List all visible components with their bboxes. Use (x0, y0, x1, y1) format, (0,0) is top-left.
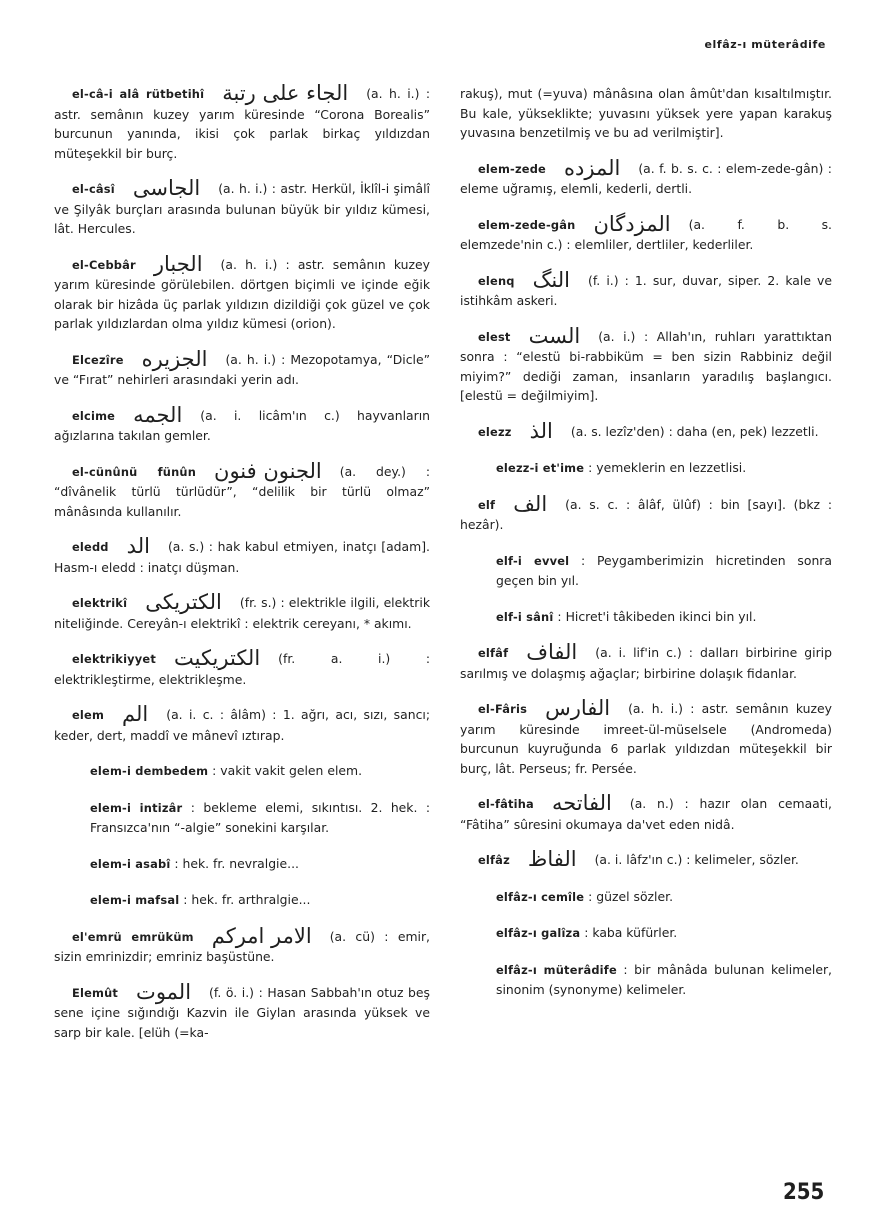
definition-text: (a. i. licâm'ın c.) hayvanların ağızlarına takılan gemler. (54, 407, 430, 443)
dictionary-entry (460, 155, 832, 199)
separator: : (581, 552, 586, 568)
definition-text: (a. h. i.) : astr. semânın kuzey yarım küresinde görülebilen. dörtgen biçimli ve içinde eğik olarak bir hizâda üç parlak yıldızın dizildiği çok güzel ve çok parlak yıldızlardan olma yıldız kümesi (orion). (54, 256, 430, 331)
definition-text: (f. ö. i.) : Hasan Sabbah'ın otuz beş sene içine sığındığı Kazvin ile Giylan arasında yüksek ve sarp bir kale. [elüh (=ka- (54, 984, 430, 1040)
arabic-script: الكتريكيت (174, 646, 261, 670)
arabic-script: الذ (529, 418, 553, 443)
dictionary-entry (54, 346, 430, 390)
definition-text: Hicret'i tâkibeden ikinci bin yıl. (565, 608, 757, 624)
dictionary-entry (54, 458, 431, 522)
definition-text: (a. i. lif'in c.) : dalları birbirine girip sarılmış ve dolaşmış ağaçlar; birbirine dolaşık fidanlar. (460, 645, 832, 681)
arabic-script: الم (122, 702, 149, 726)
headword: elf (478, 497, 496, 512)
dictionary-entry (54, 81, 431, 163)
arabic-script: الد (126, 534, 150, 558)
headword: elem-i intizâr (90, 800, 183, 815)
dictionary-entry (460, 847, 832, 871)
dictionary-entry (54, 534, 430, 577)
definition-text: (fr. s.) : elektrikle ilgili, elektrik niteliğinde. Cereyân-ı elektrikî : elektrik cereyanı, * akımı. (54, 595, 430, 631)
headword: elfâz-ı cemîle (496, 889, 585, 904)
dictionary-entry (460, 84, 832, 143)
dictionary-entry (54, 251, 430, 334)
definition-text: (a. h. i.) : Mezopotamya, “Dicle” ve “Fırat” nehirleri arasındaki yerin adı. (54, 351, 430, 387)
dictionary-subentry (460, 551, 832, 591)
dictionary-subentry (460, 607, 832, 628)
separator: : (190, 799, 195, 815)
headword: elf-i sânî (496, 609, 554, 624)
arabic-script: الجنون فنون (214, 458, 322, 483)
arabic-script: النگ (532, 267, 570, 292)
headword: elenq (478, 273, 515, 288)
dictionary-entry (54, 646, 430, 689)
definition-text: güzel sözler. (596, 888, 674, 904)
dictionary-subentry (460, 887, 832, 908)
dictionary-subentry (54, 761, 430, 782)
running-header: elfâz-ı müterâdife (704, 38, 826, 51)
headword: elem-i dembedem (90, 764, 209, 778)
dictionary-entry (460, 791, 832, 834)
headword: elcime (72, 408, 116, 423)
definition-text: yemeklerin en lezzetlisi. (596, 460, 747, 475)
arabic-script: الست (528, 323, 581, 348)
arabic-script: الجاسى (132, 176, 201, 200)
headword: elest (478, 329, 511, 344)
dictionary-entry (54, 979, 430, 1043)
definition-text: (a. h. i.) : astr. semânın kuzey yarım küresinde “Corona Borealis” burcunun yanında, ikisi çok parlak birkaç yıldızdan müteşekkil bir burç. (54, 86, 431, 161)
dictionary-entry (54, 590, 430, 633)
definition-text: (a. s.) : hak kabul etmiyen, inatçı [adam]. Hasm-ı eledd : inatçı düşman. (54, 539, 430, 575)
arabic-script: الجبار (153, 251, 203, 276)
headword: elem-i asabî (90, 856, 171, 871)
headword: elf-i evvel (496, 553, 570, 568)
headword: elektrikiyyet (72, 652, 156, 666)
definition-text: vakit vakit gelen elem. (220, 763, 363, 778)
right-column (460, 84, 832, 1000)
definition-text: (a. i.) : Allah'ın, ruhları yarattıktan sonra : “elestü bi-rabbiküm = ben sizin Rabbiniz değil miyim?” dediği zaman, insanların yaradılış başlangıcı. [elestü = değilmiyim]. (460, 328, 832, 403)
definition-text: (a. i. c. : âlâm) : 1. ağrı, acı, sızı, sancı; keder, dert, maddî ve mânevî ıztırap. (54, 707, 430, 743)
arabic-script: الفاف (526, 640, 578, 664)
definition-text: bir mânâda bulunan kelimeler, sinonim (synonyme) kelimeler. (496, 961, 832, 997)
definition-text: (a. f. b. s. elemzede'nin c.) : elemliler, dertliler, kederliler. (460, 216, 832, 252)
separator: : (174, 855, 179, 871)
definition-text: (a. n.) : hazır olan cemaati, “Fâtiha” sûresini okumaya da'vet eden nidâ. (460, 796, 832, 832)
dictionary-entry (460, 640, 832, 683)
dictionary-entry (54, 702, 430, 745)
headword: eledd (72, 540, 109, 554)
dictionary-subentry (54, 854, 430, 875)
arabic-script: الفارس (545, 696, 611, 720)
headword: elektrikî (72, 596, 128, 610)
headword: elfâf (478, 646, 509, 660)
dictionary-subentry (460, 923, 832, 944)
arabic-script: الامر امركم (211, 923, 312, 948)
headword: Elemût (72, 985, 119, 1000)
dictionary-entry (460, 696, 832, 778)
headword: elem-i mafsal (90, 893, 180, 907)
definition-text: kaba küfürler. (592, 925, 678, 940)
dictionary-subentry (54, 890, 430, 911)
definition-text: Peygamberimizin hicretinden sonra geçen bin yıl. (496, 552, 832, 588)
dictionary-entry (54, 176, 430, 239)
arabic-script: الكتريكى (145, 590, 222, 614)
arabic-script: الف (513, 491, 548, 516)
headword: el-Cebbâr (72, 257, 136, 272)
dictionary-entry (460, 491, 832, 535)
arabic-script: الفاتحه (551, 791, 612, 815)
page-number: 255 (783, 1180, 825, 1205)
separator: : (557, 608, 562, 624)
arabic-script: الجزيره (141, 346, 208, 371)
dictionary-subentry (54, 798, 430, 838)
definition-text: (fr. a. i.) : elektrikleştirme, elektrikleşme. (54, 651, 430, 687)
arabic-script: الجمه (133, 402, 183, 427)
definition-text: (a. h. i.) : astr. Herkül, İklîl-i şimâlî ve Şilyâk burçları arasında bulunan büyük bir yıldız kümesi, lât. Hercules. (54, 181, 430, 236)
dictionary-entry (54, 402, 430, 446)
definition-text: hek. fr. nevralgie... (182, 855, 299, 871)
headword: elfâz-ı galîza (496, 926, 581, 940)
headword: elem-zede (478, 161, 546, 176)
headword: el-câ-i alâ rütbetihî (72, 87, 205, 101)
definition-text: (a. dey.) : “dîvânelik türlü türlüdür”, “delilik bir türlü olmaz” mânâsında kullanılır. (54, 463, 431, 519)
dictionary-entry (54, 923, 431, 967)
definition-text: (a. f. b. s. c. : elem-zede-gân) : eleme uğramış, elemli, kederli, dertli. (460, 160, 832, 196)
headword: elfâz (478, 853, 510, 867)
headword: el'emrü emrüküm (72, 929, 194, 944)
separator: : (212, 763, 217, 778)
headword: elezz-i et'ime (496, 461, 585, 475)
headword: el-fâtiha (478, 797, 534, 811)
separator: : (588, 888, 593, 904)
definition-text: (f. i.) : 1. sur, duvar, siper. 2. kale ve istihkâm askeri. (460, 272, 832, 308)
dictionary-subentry (460, 960, 832, 1000)
definition-text: rakuş), mut (=yuva) mânâsına olan âmût'dan kısaltılmıştır. Bu kale, yükseklikte; yuvasını yüksek yere yapan karakuş yuvasına benzetilmiş ve bu ad verilmiştir]. (460, 86, 832, 140)
dictionary-entry (460, 323, 832, 406)
arabic-script: الفاظ (527, 847, 577, 871)
arabic-script: المزده (564, 155, 621, 180)
arabic-script: الجاء على رتبة (222, 81, 349, 105)
dictionary-entry (460, 418, 832, 443)
headword: elem-zede-gân (478, 217, 576, 232)
headword: elfâz-ı müterâdife (496, 962, 617, 977)
definition-text: (a. h. i.) : astr. semânın kuzey yarım küresinde imreet-ül-müselsele (Andromeda) burcunun kuyruğunda 6 parlak yıldızdan müteşekkil bir burç, lât. Perseus; fr. Persée. (460, 701, 832, 776)
separator: : (183, 892, 188, 907)
left-column (54, 81, 431, 1042)
dictionary-subentry (460, 458, 832, 479)
headword: Elcezîre (72, 352, 124, 367)
headword: el-câsî (72, 182, 115, 196)
dictionary-entry (460, 267, 832, 311)
arabic-script: الموت (136, 979, 192, 1004)
separator: : (588, 460, 593, 475)
definition-text: (a. s. lezîz'den) : daha (en, pek) lezzetli. (570, 423, 819, 439)
headword: el-cünûnü fünûn (72, 464, 197, 479)
definition-text: (a. cü) : emir, sizin emrinizdir; emriniz başüstüne. (54, 928, 431, 964)
definition-text: (a. s. c. : âlâf, ülûf) : bin [sayı]. (bkz : hezâr). (460, 496, 832, 532)
arabic-script: المزدگان (593, 211, 671, 236)
headword: elem (72, 708, 105, 722)
headword: el-Fâris (478, 702, 528, 716)
dictionary-entry (460, 211, 832, 255)
definition-text: hek. fr. arthralgie... (191, 892, 311, 907)
separator: : (623, 961, 628, 977)
definition-text: (a. i. lâfz'ın c.) : kelimeler, sözler. (594, 852, 799, 867)
headword: elezz (478, 424, 512, 439)
definition-text: bekleme elemi, sıkıntısı. 2. hek. : Fransızca'nın “-algie” sonekini karşılar. (90, 799, 430, 835)
separator: : (584, 925, 589, 940)
